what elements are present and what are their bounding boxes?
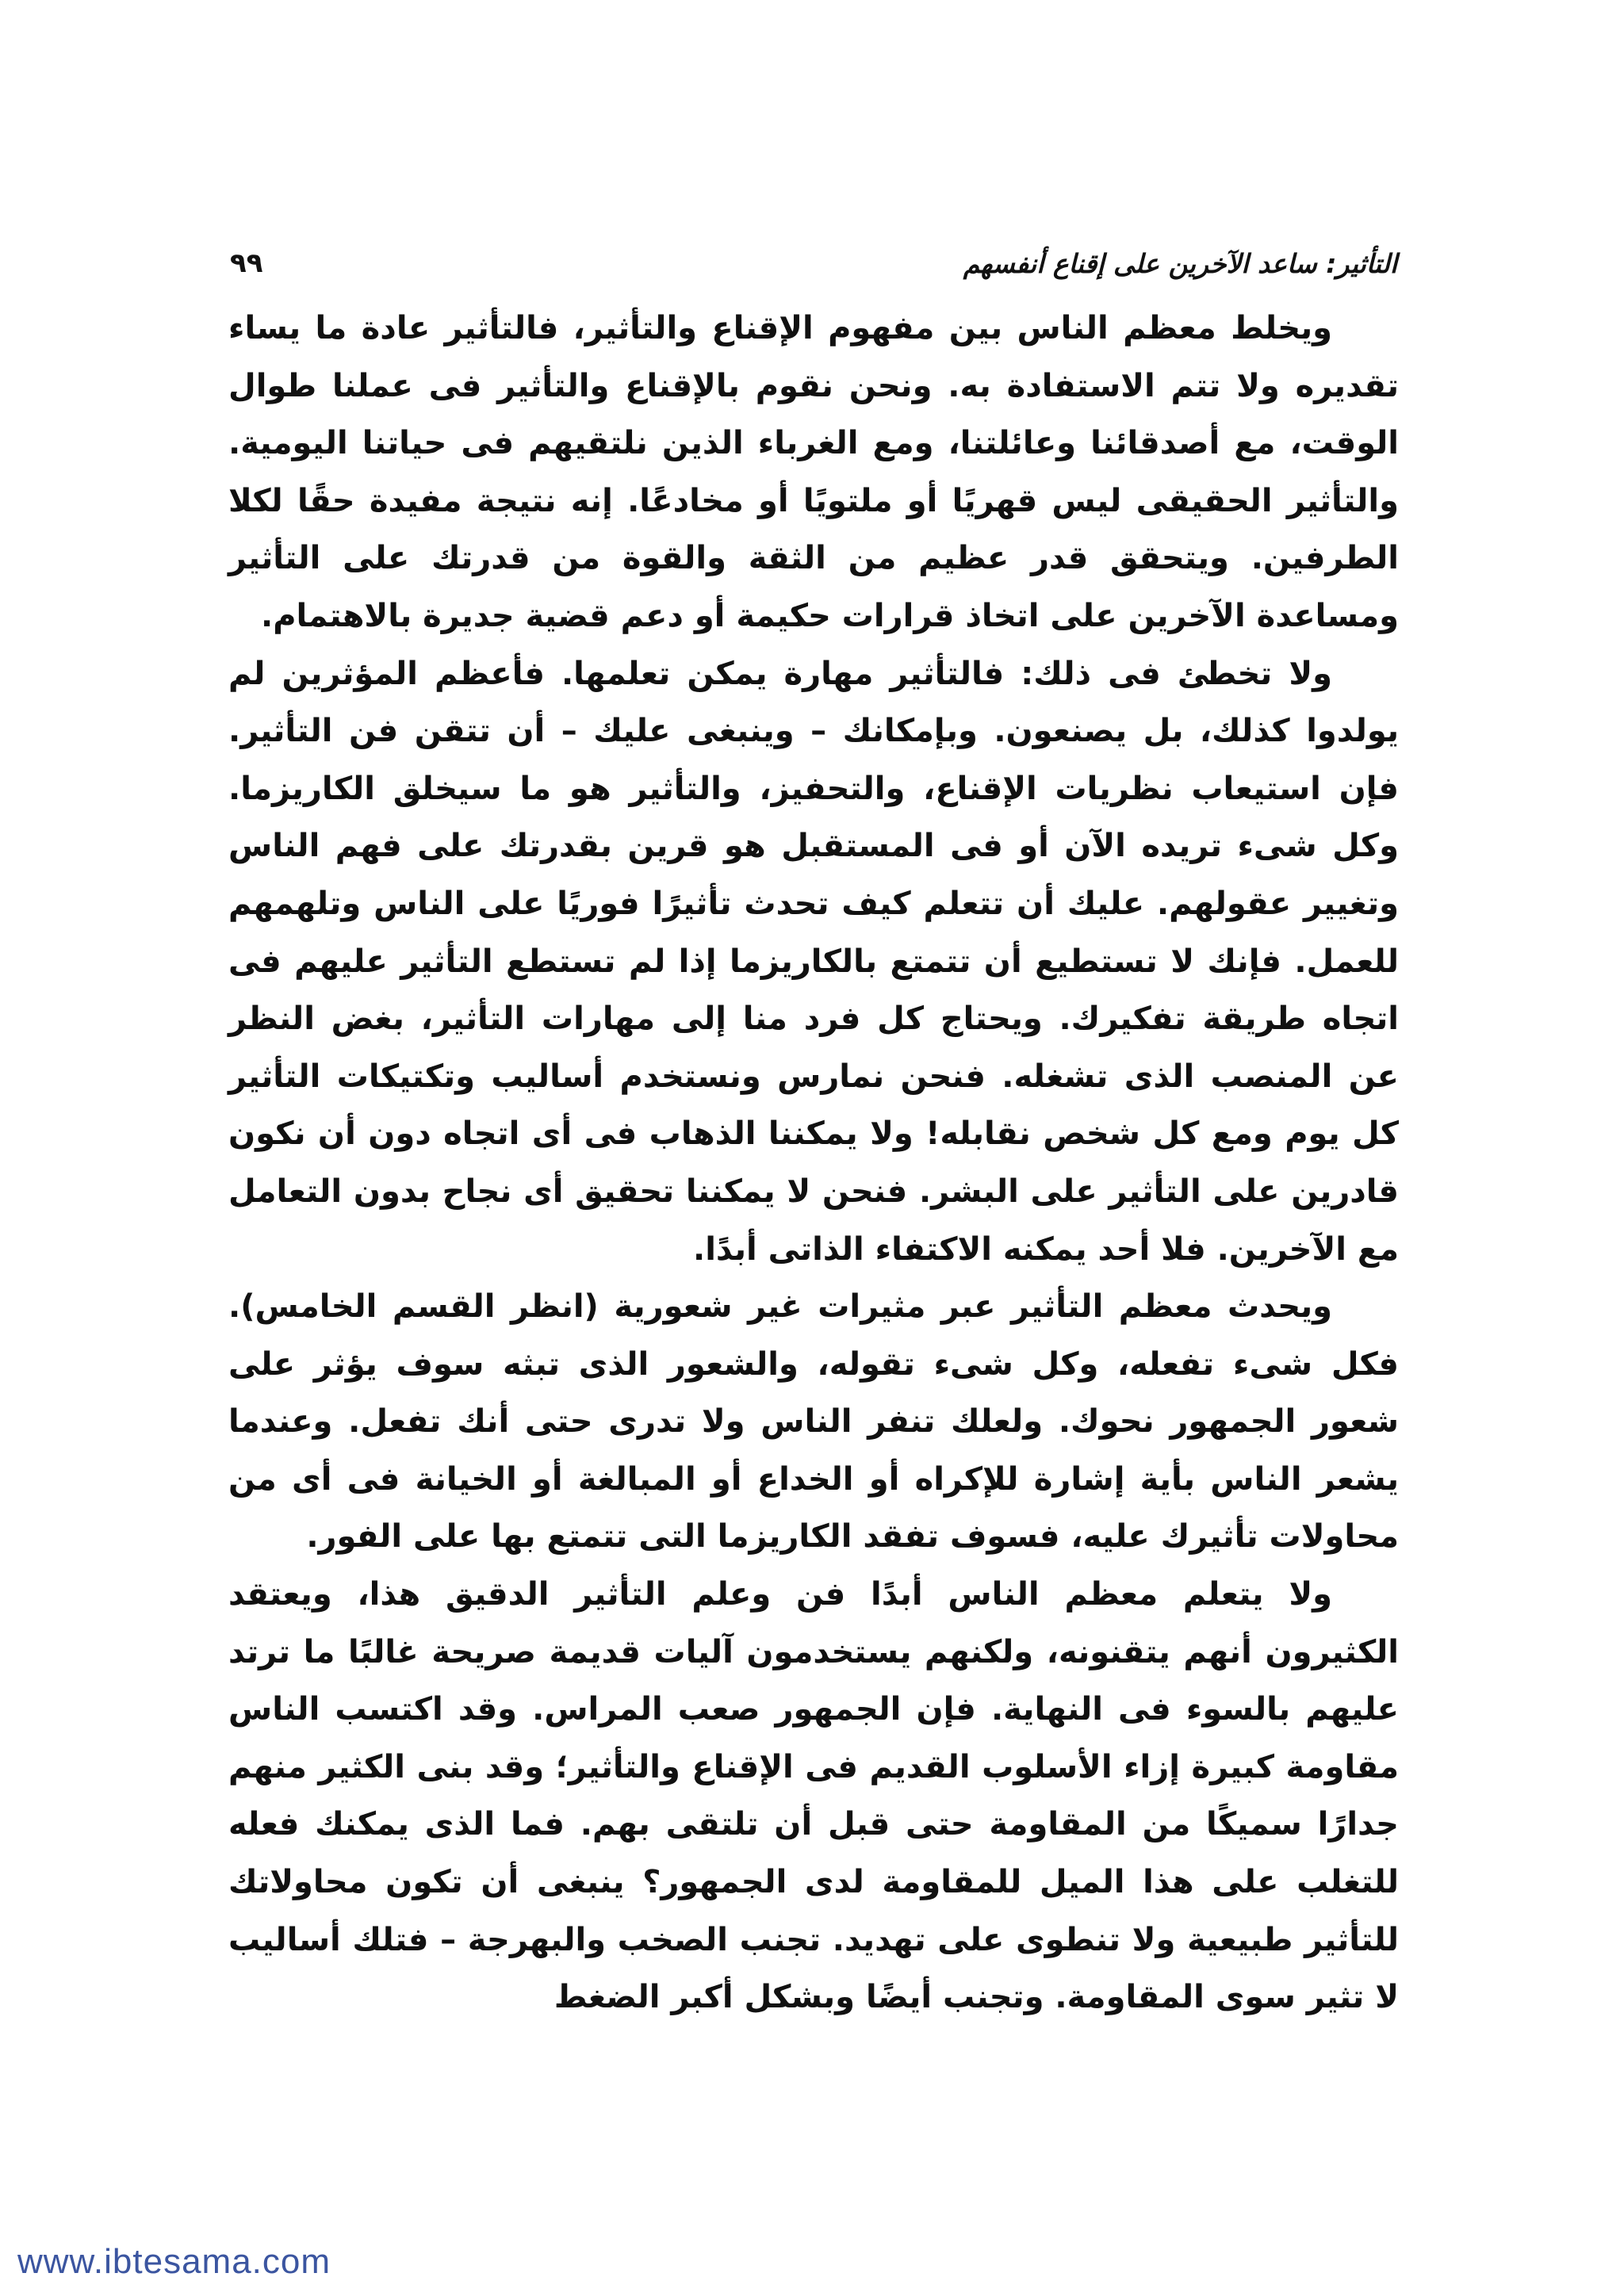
body-text: [228, 300, 1399, 2026]
paragraph: ويحدث معظم التأثير عبر مثيرات غير شعورية (انظر القسم الخامس). فكل شىء تفعله، وكل شىء تقوله، والشعور الذى تبثه سوف يؤثر على شعور الجمهور نحوك. ولعلك تنفر الناس ولا تدرى حتى أنك تفعل. وعندما يشعر الناس بأية إشارة للإكراه أو الخداع أو المبالغة أو الخيانة فى أى من محاولات تأثيرك عليه، فسوف تفقد الكاريزما التى تتمتع بها على الفور.: [228, 1288, 1399, 1556]
page-number: ٩٩: [230, 247, 263, 279]
paragraph: ويخلط معظم الناس بين مفهوم الإقناع والتأثير، فالتأثير عادة ما يساء تقديره ولا تتم الاستفادة به. ونحن نقوم بالإقناع والتأثير فى عملنا طوال الوقت، مع أصدقائنا وعائلتنا، ومع الغرباء الذين نلتقيهم فى حياتنا اليومية. والتأثير الحقيقى ليس قهريًا أو ملتويًا أو مخادعًا. إنه نتيجة مفيدة حقًا لكلا الطرفين. ويتحقق قدر عظيم من الثقة والقوة من قدرتك على التأثير ومساعدة الآخرين على اتخاذ قرارات حكيمة أو دعم قضية جديرة بالاهتمام.: [228, 310, 1399, 634]
watermark-url: www.ibtesama.com: [17, 2242, 331, 2281]
running-header: [230, 239, 1397, 287]
paragraph: ولا تخطئ فى ذلك: فالتأثير مهارة يمكن تعلمها. فأعظم المؤثرين لم يولدوا كذلك، بل يصنعون. وبإمكانك – وينبغى عليك – أن تتقن فن التأثير. فإن استيعاب نظريات الإقناع، والتحفيز، والتأثير هو ما سيخلق الكاريزما. وكل شىء تريده الآن أو فى المستقبل هو قرين بقدرتك على فهم الناس وتغيير عقولهم. عليك أن تتعلم كيف تحدث تأثيرًا فوريًا على الناس وتلهمهم للعمل. فإنك لا تستطيع أن تتمتع بالكاريزما إذا لم تستطع التأثير عليهم فى اتجاه طريقة تفكيرك. ويحتاج كل فرد منا إلى مهارات التأثير، بغض النظر عن المنصب الذى تشغله. فنحن نمارس ونستخدم أساليب وتكتيكات التأثير كل يوم ومع كل شخص نقابله! ولا يمكننا الذهاب فى أى اتجاه دون أن نكون قادرين على التأثير على البشر. فنحن لا يمكننا تحقيق أى نجاح بدون التعامل مع الآخرين. فلا أحد يمكنه الاكتفاء الذاتى أبدًا.: [228, 655, 1399, 1268]
paragraph: ولا يتعلم معظم الناس أبدًا فن وعلم التأثير الدقيق هذا، ويعتقد الكثيرون أنهم يتقنونه، ولكنهم يستخدمون آليات قديمة صريحة غالبًا ما ترتد عليهم بالسوء فى النهاية. فإن الجمهور صعب المراس. وقد اكتسب الناس مقاومة كبيرة إزاء الأسلوب القديم فى الإقناع والتأثير؛ وقد بنى الكثير منهم جدارًا سميكًا من المقاومة حتى قبل أن تلتقى بهم. فما الذى يمكنك فعله للتغلب على هذا الميل للمقاومة لدى الجمهور؟ ينبغى أن تكون محاولاتك للتأثير طبيعية ولا تنطوى على تهديد. تجنب الصخب والبهرجة – فتلك أساليب لا تثير سوى المقاومة. وتجنب أيضًا وبشكل أكبر الضغط: [228, 1576, 1399, 2016]
running-title: التأثير: ساعد الآخرين على إقناع أنفسهم: [963, 247, 1397, 279]
